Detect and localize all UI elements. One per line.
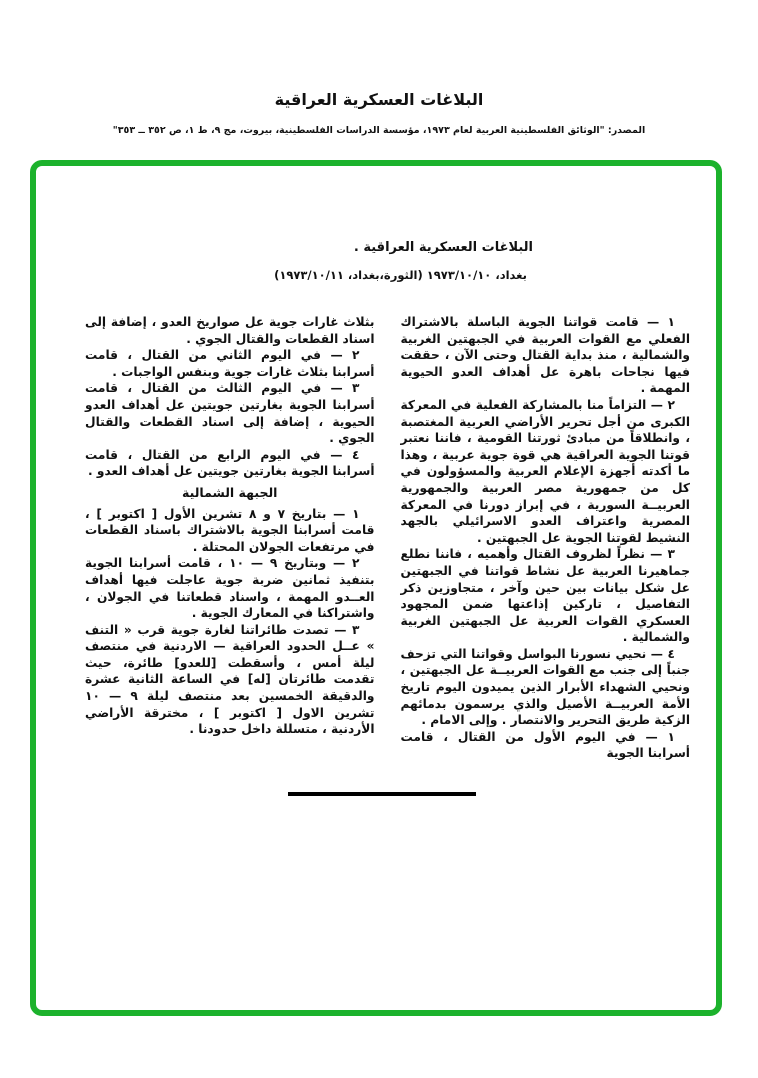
column-left (85, 314, 375, 762)
two-column-layout (85, 314, 690, 762)
paragraph-1: ١ — قامت قواتنا الجوية الباسلة بالاشتراك الفعلي مع القوات العربية في الجبهتين الغربية والشمالية ، منذ بداية القتال وحتى الآن ، حققت فيها نجاحات باهرة عل أهداف العدو الحيوية المهمة . (400, 315, 690, 396)
bottom-divider-rule (288, 792, 476, 796)
paragraph-continuation: بثلاث غارات جوية عل صواريخ العدو ، إضافة إلى اسناد القطعات والقتال الجوي . (85, 315, 375, 346)
document-heading: البلاغات العسكرية العراقية . (353, 240, 533, 255)
source-citation: المصدر: "الوثائق الفلسطينية العربية لعام ١٩٧٣، مؤسسة الدراسات الفلسطينية، بيروت، مج ٩، ط ١، ص ٣٥٢ ــ ٣٥٣" (112, 125, 646, 136)
paragraph-5: ١ — في اليوم الأول من القتال ، قامت أسرابنا الجوية (400, 729, 690, 761)
paragraph-3: ٣ — نظراً لظروف القتال وأهميه ، فاننا نطلع جماهيرنا العربية عل نشاط قواتنا في الجبهتين عل شكل بيانات بين حين وآخر ، متجاوزين ذكر التفاصيل ، تاركين إذاعتها ضمن المجهود العسكري القوات العربية عل الجبهتين الغربية والشمالية . (400, 547, 690, 645)
paragraph-day3: ٣ — في اليوم الثالث من القتال ، قامت أسرابنا الجوية بغارتين جويتين عل أهداف العدو الحيوية ، إضافة إلى اسناد القطعات والقتال الجوي . (85, 381, 375, 446)
column-right (401, 314, 691, 762)
document-dateline: بغداد، ١٩٧٣/١٠/١٠ (الثورة،بغداد، ١٩٧٣/١٠/١١) (274, 268, 527, 282)
document-body (36, 240, 716, 762)
document-frame (30, 160, 722, 1016)
section-heading-northern-front: الجبهة الشمالية (182, 484, 278, 500)
page-title: البلاغات العسكرية العراقية (274, 90, 484, 109)
paragraph-north-2: ٢ — وبتاريخ ٩ — ١٠ ، قامت أسرابنا الجوية بتنفيذ ثمانين ضربة جوية عاجلت فيها أهداف العــدو المهمة ، واسناد قطعاتنا في الجولان ، واشتراكنا في المعارك الجوية . (85, 556, 375, 621)
paragraph-north-1: ١ — بتاريخ ٧ و ٨ تشرين الأول [ اكتوبر ] ، قامت أسرابنا الجوية بالاشتراك باسناد القطعات في مرتفعات الجولان المحتلة . (85, 506, 375, 554)
paragraph-day2: ٢ — في اليوم الثاني من القتال ، قامت أسرابنا بثلاث غارات جوية وبنفس الواجبات . (85, 348, 375, 379)
paragraph-day4: ٤ — في اليوم الرابع من القتال ، قامت أسرابنا الجوية بغارتين جويتين عل أهداف العدو . (85, 447, 375, 479)
paragraph-north-3: ٣ — تصدت طائراتنا لغارة جوية قرب « التنف » عــل الحدود العراقية — الاردنية في منتصف ليلة أمس ، وأسقطت [للعدو] طائرة، حيث تقدمت طائرتان [له] في الساعة الثانية عشرة والدقيقة الخمسين بعد منتصف ليلة ٩ — ١٠ تشرين الاول [ اكتوبر ] ، مخترقة الأراضي الأردنية ، متسللة داخل حدودنا . (85, 622, 375, 737)
paragraph-2: ٢ — التزاماً منا بالمشاركة الفعلية في المعركة الكبرى من أجل تحرير الأراضي العربية المغتصبة ، وانطلاقاً من مبادئ ثورتنا القومية ، فاننا نعتبر قوتنا الجوية العراقية هي قوة جوية عربية ، وهذا ما أكدته أجهزة الإعلام العربية والمسؤولون في كل من جمهورية مصر العربية والجمهورية العربيــة السورية ، في إبراز دورنا في المعركة المصرية واعتراف العدو الاسرائيلي بالجهد النشيط لقوتنا الجوية عل الجبهتين . (400, 397, 690, 545)
paragraph-4: ٤ — نحيي نسورنا البواسل وقواتنا التي تزحف جنباً إلى جنب مع القوات العربيــة عل الجبهتين ، ونحيي الشهداء الأبرار الذين يميدون اليوم تاريخ الأمة العربيــة الأصيل والذي يرسمون بدمائهم الزكية طريق التحرير والانتصار . وإلى الامام . (400, 646, 690, 728)
